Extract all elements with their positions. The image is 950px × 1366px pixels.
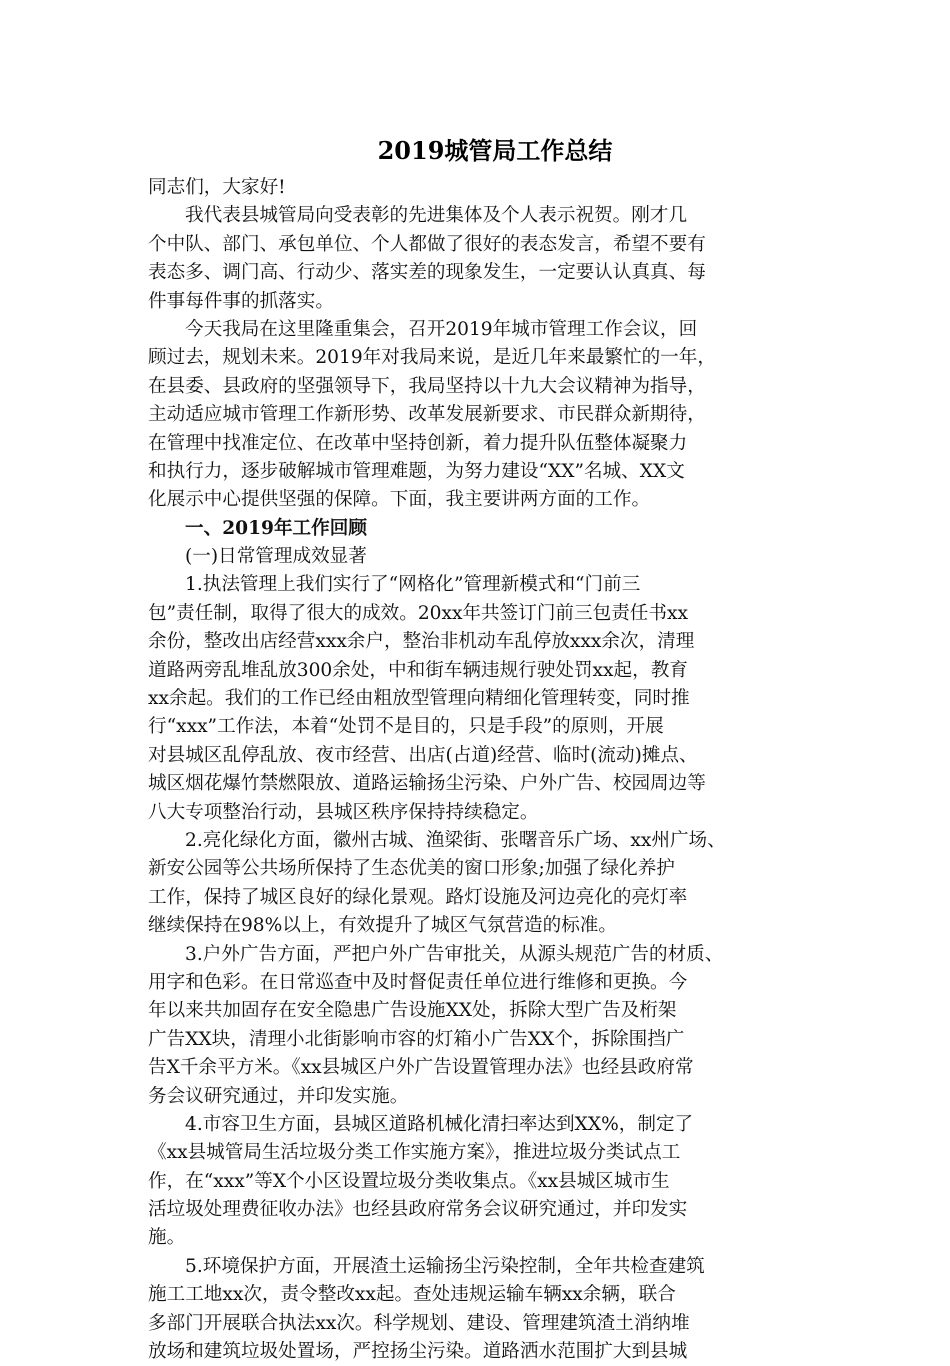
- paragraph-line: 广告XX块，清理小北街影响市容的灯箱小广告XX个，拆除围挡广: [148, 1028, 685, 1050]
- paragraph-line: 3.户外广告方面，严把户外广告审批关，从源头规范广告的材质、: [185, 943, 724, 965]
- paragraph-line: 施。: [148, 1227, 186, 1249]
- paragraph-line: 作，在“xxx”等X个小区设置垃圾分类收集点。《xx县城区城市生: [148, 1170, 670, 1192]
- paragraph-line: 我代表县城管局向受表彰的先进集体及个人表示祝贺。刚才几: [185, 205, 688, 227]
- subsection-heading: (一)日常管理成效显著: [185, 546, 367, 568]
- paragraph-line: 工作，保持了城区良好的绿化景观。路灯设施及河边亮化的亮灯率: [148, 886, 688, 908]
- paragraph-line: 对县城区乱停乱放、夜市经营、出店(占道)经营、临时(流动)摊点、: [148, 744, 698, 766]
- paragraph-line: 5.环境保护方面，开展渣土运输扬尘污染控制，全年共检查建筑: [185, 1255, 705, 1277]
- paragraph-line: 2.亮化绿化方面，徽州古城、渔梁街、张曙音乐广场、xx州广场、: [185, 829, 726, 851]
- paragraph-line: 4.市容卫生方面，县城区道路机械化清扫率达到XX%，制定了: [185, 1113, 694, 1135]
- greeting-line: 同志们，大家好!: [148, 177, 286, 198]
- paragraph-line: 放场和建筑垃圾处置场，严控扬尘污染。道路洒水范围扩大到县城: [148, 1341, 688, 1363]
- paragraph-line: 在县委、县政府的坚强领导下，我局坚持以十九大会议精神为指导，: [148, 375, 706, 397]
- paragraph-line: 个中队、部门、承包单位、个人都做了很好的表态发言，希望不要有: [148, 233, 706, 255]
- paragraph-line: 件事每件事的抓落实。: [148, 290, 334, 312]
- paragraph-line: 和执行力，逐步破解城市管理难题，为努力建设“XX”名城、XX文: [148, 460, 685, 482]
- section-heading: 一、2019年工作回顾: [185, 517, 367, 539]
- document-title: 2019城管局工作总结: [377, 136, 613, 165]
- paragraph-line: 今天我局在这里隆重集会，召开2019年城市管理工作会议，回: [185, 318, 698, 340]
- paragraph-line: 多部门开展联合执法xx次。科学规划、建设、管理建筑渣土消纳堆: [148, 1312, 690, 1334]
- paragraph-line: 道路两旁乱堆乱放300余处，中和街车辆违规行驶处罚xx起，教育: [148, 659, 688, 681]
- paragraph-line: 新安公园等公共场所保持了生态优美的窗口形象;加强了绿化养护: [148, 858, 675, 880]
- paragraph-line: 化展示中心提供坚强的保障。下面，我主要讲两方面的工作。: [148, 489, 651, 511]
- paragraph-line: 告X千余平方米。《xx县城区户外广告设置管理办法》也经县政府常: [148, 1057, 694, 1079]
- paragraph-line: 活垃圾处理费征收办法》也经县政府常务会议研究通过，并印发实: [148, 1199, 688, 1221]
- paragraph-line: 用字和色彩。在日常巡查中及时督促责任单位进行维修和更换。今: [148, 971, 688, 993]
- paragraph-line: xx余起。我们的工作已经由粗放型管理向精细化管理转变，同时推: [148, 688, 690, 710]
- paragraph-line: 年以来共加固存在安全隐患广告设施XX处，拆除大型广告及桁架: [148, 1000, 677, 1022]
- paragraph-line: 余份，整改出店经营xxx余户，整治非机动车乱停放xxx余次，清理: [148, 631, 695, 653]
- paragraph-line: 继续保持在98%以上，有效提升了城区气氛营造的标准。: [148, 915, 617, 937]
- paragraph-line: 务会议研究通过，并印发实施。: [148, 1085, 409, 1107]
- paragraph-line: 在管理中找准定位、在改革中坚持创新，着力提升队伍整体凝聚力: [148, 432, 688, 454]
- paragraph-line: 表态多、调门高、行动少、落实差的现象发生，一定要认认真真、每: [148, 262, 706, 284]
- paragraph-line: 1.执法管理上我们实行了“网格化”管理新模式和“门前三: [185, 574, 641, 596]
- paragraph-line: 八大专项整治行动，县城区秩序保持持续稳定。: [148, 801, 539, 823]
- paragraph-line: 顾过去，规划未来。2019年对我局来说，是近几年来最繁忙的一年，: [148, 347, 716, 369]
- paragraph-line: 主动适应城市管理工作新形势、改革发展新要求、市民群众新期待，: [148, 404, 706, 426]
- document-body: [148, 174, 800, 1366]
- paragraph-line: 《xx县城管局生活垃圾分类工作实施方案》，推进垃圾分类试点工: [148, 1142, 681, 1164]
- paragraph-line: 行“xxx”工作法，本着“处罚不是目的，只是手段”的原则，开展: [148, 716, 664, 738]
- paragraph-line: 包”责任制，取得了很大的成效。20xx年共签订门前三包责任书xx: [148, 602, 688, 624]
- paragraph-line: 施工工地xx次，责令整改xx起。查处违规运输车辆xx余辆，联合: [148, 1284, 676, 1306]
- paragraph-line: 城区烟花爆竹禁燃限放、道路运输扬尘污染、户外广告、校园周边等: [148, 773, 706, 795]
